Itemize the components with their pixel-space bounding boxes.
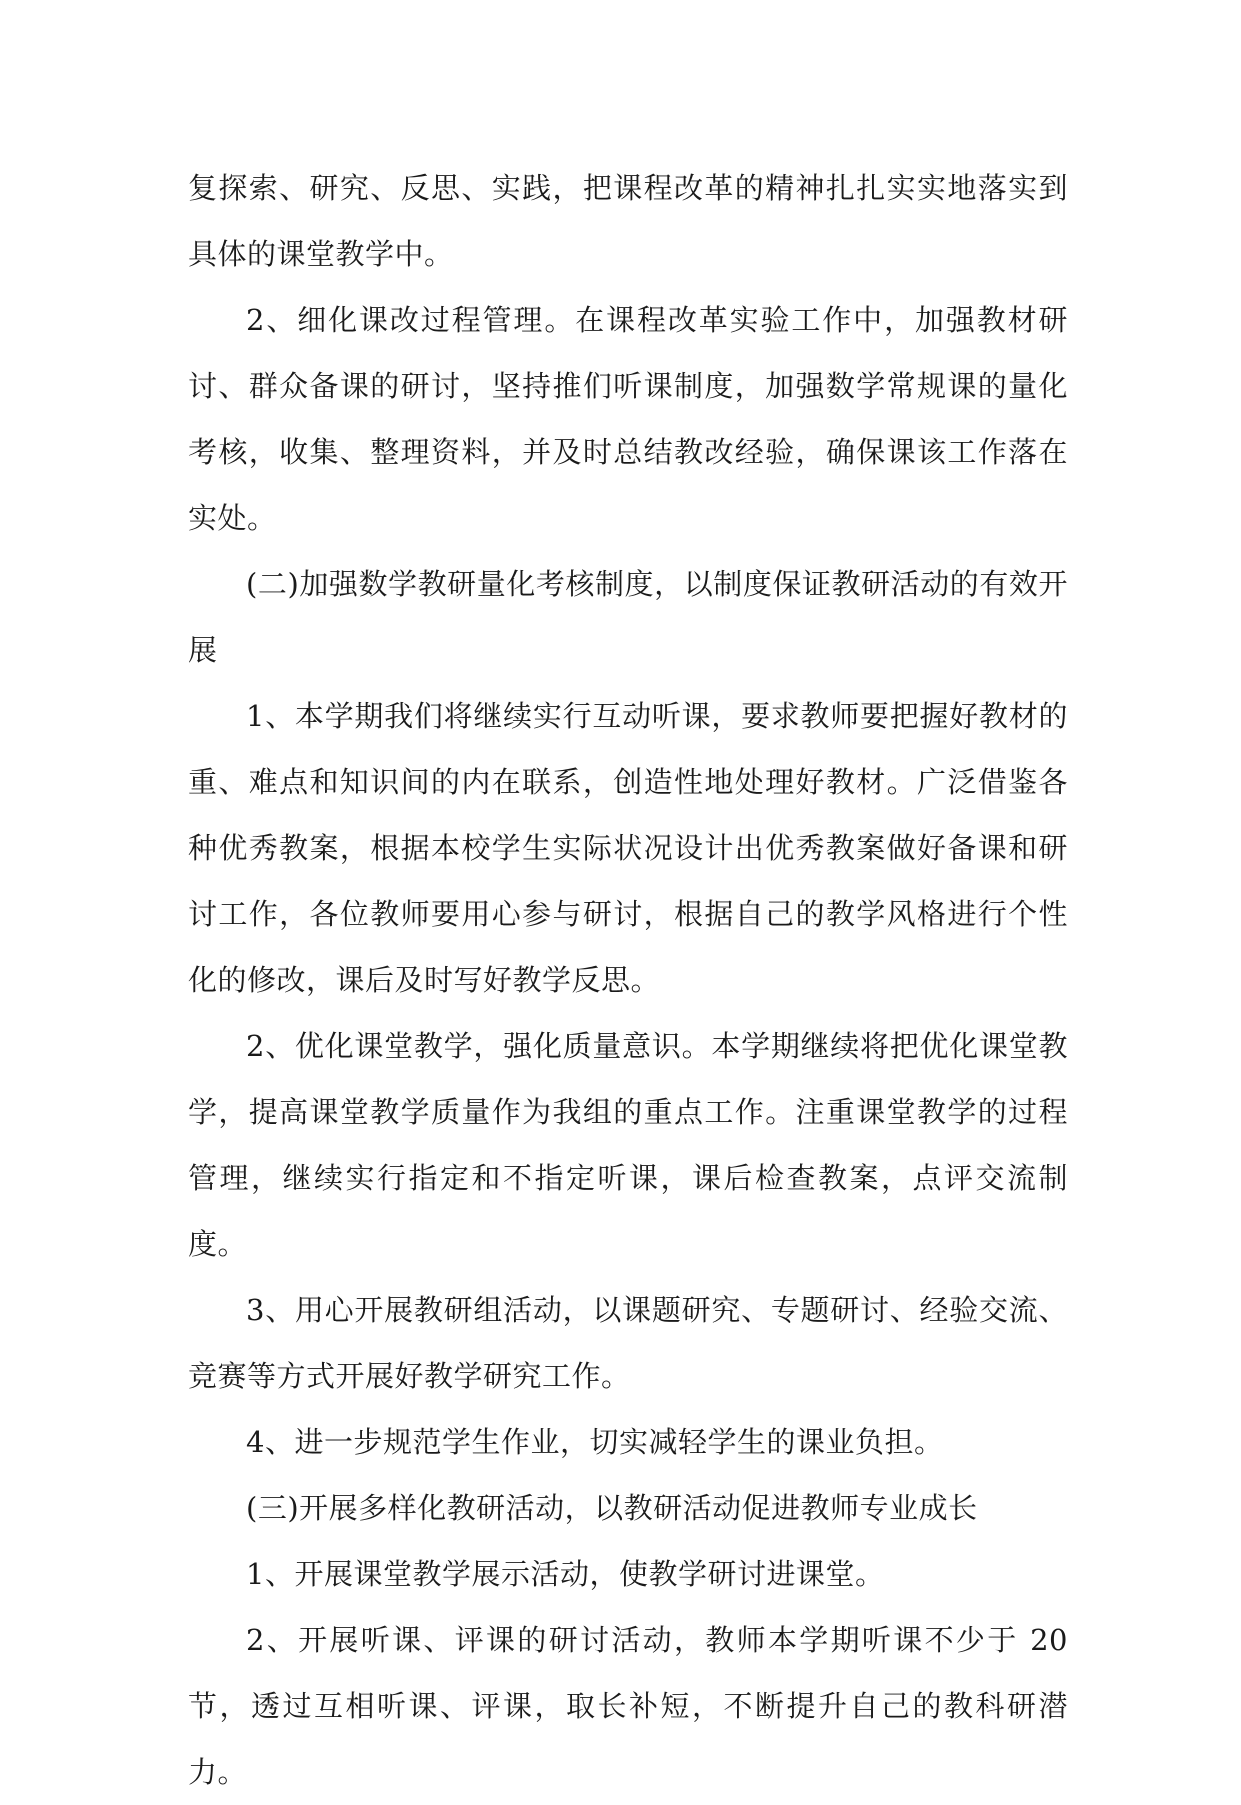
paragraph: 2、细化课改过程管理。在课程改革实验工作中，加强教材研讨、群众备课的研讨，坚持推们听课制度，加强数学常规课的量化考核，收集、整理资料，并及时总结教改经验，确保课该工作落在实处。 [188, 303, 1068, 535]
paragraph: 3、用心开展教研组活动，以课题研究、专题研讨、经验交流、竞赛等方式开展好教学研究工作。 [188, 1293, 1068, 1393]
paragraph: 4、进一步规范学生作业，切实减轻学生的课业负担。 [246, 1425, 944, 1459]
paragraph: 复探索、研究、反思、实践，把课程改革的精神扎扎实实地落实到具体的课堂教学中。 [188, 171, 1068, 271]
paragraph: 1、开展课堂教学展示活动，使教学研讨进课堂。 [246, 1557, 885, 1591]
paragraph: 2、开展听课、评课的研讨活动，教师本学期听课不少于 20 节，透过互相听课、评课，取长补短，不断提升自己的教科研潜力。 [188, 1623, 1068, 1789]
paragraph: 2、优化课堂教学，强化质量意识。本学期继续将把优化课堂教学，提高课堂教学质量作为我组的重点工作。注重课堂教学的过程管理，继续实行指定和不指定听课，课后检查教案，点评交流制度。 [188, 1029, 1068, 1261]
section-heading: (三)开展多样化教研活动，以教研活动促进教师专业成长 [246, 1491, 978, 1525]
document-body [188, 155, 1068, 1805]
paragraph: 1、本学期我们将继续实行互动听课，要求教师要把握好教材的重、难点和知识间的内在联系，创造性地处理好教材。广泛借鉴各种优秀教案，根据本校学生实际状况设计出优秀教案做好备课和研讨工作，各位教师要用心参与研讨，根据自己的教学风格进行个性化的修改，课后及时写好教学反思。 [188, 699, 1068, 997]
section-heading: (二)加强数学教研量化考核制度，以制度保证教研活动的有效开展 [188, 567, 1068, 667]
